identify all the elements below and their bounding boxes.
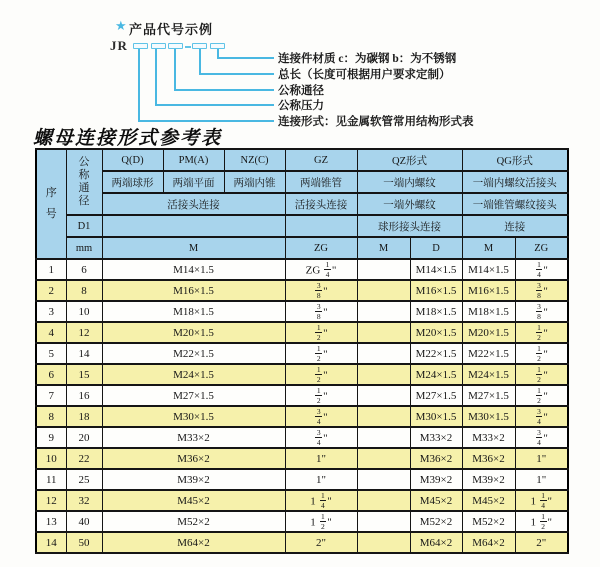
cell-m: M27×1.5 [102, 385, 285, 406]
cell-qg-zg: $\frac{1}{2}$ " [515, 385, 568, 406]
cell-gz: 1 $\frac{1}{2}$ " [285, 511, 357, 532]
cell-qg-m: M52×2 [462, 511, 515, 532]
qz-type2: 一端外螺纹 [357, 193, 462, 215]
zg-label: ZG [285, 237, 357, 259]
cell-qg-m: M33×2 [462, 427, 515, 448]
code-box [168, 43, 183, 49]
cell-qz-d: M52×2 [410, 511, 462, 532]
cell-qz-m [357, 511, 410, 532]
cell-gz: ZG $\frac{1}{4}$ " [285, 259, 357, 280]
cell-m: M39×2 [102, 469, 285, 490]
connector-line [138, 49, 140, 121]
code-label-material: 连接件材质 c：为碳钢 b：为不锈钢 [278, 53, 457, 65]
cell-qz-m [357, 532, 410, 553]
col-header-d1: D1 [66, 215, 102, 237]
cell-qg-zg: $\frac{3}{4}$ " [515, 427, 568, 448]
cell-qz-m [357, 343, 410, 364]
cell-m: M33×2 [102, 427, 285, 448]
cell-qz-m [357, 301, 410, 322]
row-no: 10 [36, 448, 66, 469]
col-header-dn: 公 称 通 径 [66, 149, 102, 215]
nut-connection-table [35, 148, 569, 554]
table-row [36, 385, 568, 406]
table-row [36, 364, 568, 385]
cell-dn: 40 [66, 511, 102, 532]
q-type: 两端球形 [102, 171, 163, 193]
row-no: 8 [36, 406, 66, 427]
table-row [36, 259, 568, 280]
qg-zg-label: ZG [515, 237, 568, 259]
connector-line [217, 57, 274, 59]
cell-gz: $\frac{3}{8}$ " [285, 280, 357, 301]
qpn-connection: 活接头连接 [102, 193, 285, 215]
cell-qg-m: M20×1.5 [462, 322, 515, 343]
header-row-4 [36, 215, 568, 237]
m-label: M [102, 237, 285, 259]
cell-m: M36×2 [102, 448, 285, 469]
row-no: 6 [36, 364, 66, 385]
cell-dn: 15 [66, 364, 102, 385]
code-box [151, 43, 166, 49]
cell-dn: 12 [66, 322, 102, 343]
cell-qz-m [357, 385, 410, 406]
cell-m: M18×1.5 [102, 301, 285, 322]
header-row-5 [36, 237, 568, 259]
cell-qz-d: M14×1.5 [410, 259, 462, 280]
code-box [133, 43, 148, 49]
table-row [36, 322, 568, 343]
cell-qz-m [357, 259, 410, 280]
cell-qg-m: M14×1.5 [462, 259, 515, 280]
connector-line [138, 120, 274, 122]
pm-type: 两端平面 [163, 171, 224, 193]
qz-d-label: D [410, 237, 462, 259]
cell-qg-m: M39×2 [462, 469, 515, 490]
cell-gz: 1" [285, 448, 357, 469]
cell-gz: 1 $\frac{1}{4}$ " [285, 490, 357, 511]
cell-qg-zg: $\frac{3}{8}$ " [515, 301, 568, 322]
cell-qz-d: M36×2 [410, 448, 462, 469]
cell-m: M20×1.5 [102, 322, 285, 343]
cell-m: M24×1.5 [102, 364, 285, 385]
code-label-length: 总长（长度可根据用户要求定制） [278, 69, 451, 81]
cell-qz-m [357, 427, 410, 448]
row-no: 5 [36, 343, 66, 364]
cell-qz-d: M27×1.5 [410, 385, 462, 406]
col-header-pm: PM(A) [163, 149, 224, 171]
cell-qz-m [357, 280, 410, 301]
qz-m-label: M [357, 237, 410, 259]
cell-qz-d: M30×1.5 [410, 406, 462, 427]
table-row [36, 280, 568, 301]
row-no: 2 [36, 280, 66, 301]
qz-type: 一端内螺纹 [357, 171, 462, 193]
gz-type: 两端锥管 [285, 171, 357, 193]
cell-m: M45×2 [102, 490, 285, 511]
cell-qg-zg: 1" [515, 448, 568, 469]
col-header-seq: 序 号 [36, 149, 66, 259]
header-row-2 [36, 171, 568, 193]
cell-qg-zg: $\frac{1}{2}$ " [515, 364, 568, 385]
cell-qg-zg: $\frac{1}{2}$ " [515, 322, 568, 343]
cell-qg-zg: $\frac{1}{4}$ " [515, 259, 568, 280]
cell-dn: 14 [66, 343, 102, 364]
cell-gz: 1" [285, 469, 357, 490]
qg-connection: 连接 [462, 215, 568, 237]
table-row [36, 343, 568, 364]
connector-line [174, 49, 176, 90]
table-title: 螺母连接形式参考表 [33, 128, 223, 149]
nz-type: 两端内锥 [224, 171, 285, 193]
cell-dn: 6 [66, 259, 102, 280]
cell-qg-m: M18×1.5 [462, 301, 515, 322]
row-no: 13 [36, 511, 66, 532]
row-no: 4 [36, 322, 66, 343]
qg-type: 一端内螺纹活接头 [462, 171, 568, 193]
product-code-prefix: JR [110, 38, 128, 53]
gz-connection: 活接头连接 [285, 193, 357, 215]
table-row [36, 532, 568, 553]
cell-gz: $\frac{3}{8}$ " [285, 301, 357, 322]
table-row [36, 427, 568, 448]
code-label-pressure: 公称压力 [278, 100, 324, 112]
cell-dn: 16 [66, 385, 102, 406]
table-row [36, 469, 568, 490]
table-row [36, 301, 568, 322]
cell-m: M64×2 [102, 532, 285, 553]
cell-qz-m [357, 406, 410, 427]
table-row [36, 511, 568, 532]
row-no: 3 [36, 301, 66, 322]
cell-dn: 8 [66, 280, 102, 301]
qz-connection: 球形接头连接 [357, 215, 462, 237]
col-header-q: Q(D) [102, 149, 163, 171]
cell-qg-zg: 2" [515, 532, 568, 553]
row-no: 1 [36, 259, 66, 280]
cell-qz-d: M39×2 [410, 469, 462, 490]
cell-qz-d: M18×1.5 [410, 301, 462, 322]
cell-qz-d: M20×1.5 [410, 322, 462, 343]
connector-line [199, 49, 201, 74]
cell-qg-zg: 1 $\frac{1}{2}$ " [515, 511, 568, 532]
row-no: 12 [36, 490, 66, 511]
connector-line [174, 89, 274, 91]
cell-dn: 25 [66, 469, 102, 490]
cell-qz-m [357, 448, 410, 469]
cell-qg-zg: $\frac{3}{4}$ " [515, 406, 568, 427]
star-icon: ★ [115, 18, 127, 33]
cell-qz-d: M24×1.5 [410, 364, 462, 385]
cell-qg-m: M45×2 [462, 490, 515, 511]
empty-cell [102, 215, 285, 237]
cell-qg-zg: 1" [515, 469, 568, 490]
col-header-nz: NZ(C) [224, 149, 285, 171]
code-label-connection: 连接形式：见金属软管常用结构形式表 [278, 116, 474, 128]
code-label-diameter: 公称通径 [278, 85, 324, 97]
connector-line [199, 73, 274, 75]
cell-dn: 20 [66, 427, 102, 448]
cell-qg-m: M24×1.5 [462, 364, 515, 385]
connector-line [155, 49, 157, 105]
cell-m: M30×1.5 [102, 406, 285, 427]
table-body [36, 259, 568, 553]
qg-m-label: M [462, 237, 515, 259]
cell-qg-m: M16×1.5 [462, 280, 515, 301]
cell-gz: $\frac{1}{2}$ " [285, 385, 357, 406]
cell-dn: 50 [66, 532, 102, 553]
cell-qg-m: M30×1.5 [462, 406, 515, 427]
cell-gz: $\frac{1}{2}$ " [285, 364, 357, 385]
cell-gz: $\frac{1}{2}$ " [285, 322, 357, 343]
cell-qg-zg: $\frac{1}{2}$ " [515, 343, 568, 364]
unit-mm: mm [66, 237, 102, 259]
code-dash [185, 46, 191, 48]
cell-dn: 32 [66, 490, 102, 511]
cell-qz-m [357, 364, 410, 385]
cell-qz-d: M64×2 [410, 532, 462, 553]
table-row [36, 490, 568, 511]
cell-dn: 22 [66, 448, 102, 469]
col-header-gz: GZ [285, 149, 357, 171]
header-row-1 [36, 149, 568, 171]
cell-qz-d: M33×2 [410, 427, 462, 448]
qg-type2: 一端锥管螺纹接头 [462, 193, 568, 215]
cell-qg-m: M27×1.5 [462, 385, 515, 406]
cell-gz: $\frac{3}{4}$ " [285, 427, 357, 448]
empty-cell [285, 215, 357, 237]
row-no: 14 [36, 532, 66, 553]
cell-m: M22×1.5 [102, 343, 285, 364]
col-header-qg: QG形式 [462, 149, 568, 171]
cell-qg-m: M64×2 [462, 532, 515, 553]
cell-gz: 2" [285, 532, 357, 553]
col-header-qz: QZ形式 [357, 149, 462, 171]
cell-qg-m: M22×1.5 [462, 343, 515, 364]
cell-qz-d: M22×1.5 [410, 343, 462, 364]
diagram-heading: 产品代号示例 [129, 22, 214, 37]
cell-dn: 10 [66, 301, 102, 322]
connector-line [155, 104, 274, 106]
row-no: 9 [36, 427, 66, 448]
cell-qz-d: M16×1.5 [410, 280, 462, 301]
cell-m: M52×2 [102, 511, 285, 532]
table-row [36, 406, 568, 427]
cell-gz: $\frac{1}{2}$ " [285, 343, 357, 364]
cell-m: M14×1.5 [102, 259, 285, 280]
row-no: 11 [36, 469, 66, 490]
header-row-3 [36, 193, 568, 215]
cell-qz-d: M45×2 [410, 490, 462, 511]
cell-m: M16×1.5 [102, 280, 285, 301]
cell-gz: $\frac{3}{4}$ " [285, 406, 357, 427]
cell-qz-m [357, 490, 410, 511]
cell-dn: 18 [66, 406, 102, 427]
cell-qg-zg: 1 $\frac{1}{4}$ " [515, 490, 568, 511]
table-row [36, 448, 568, 469]
cell-qz-m [357, 322, 410, 343]
cell-qz-m [357, 469, 410, 490]
cell-qg-m: M36×2 [462, 448, 515, 469]
cell-qg-zg: $\frac{3}{8}$ " [515, 280, 568, 301]
row-no: 7 [36, 385, 66, 406]
